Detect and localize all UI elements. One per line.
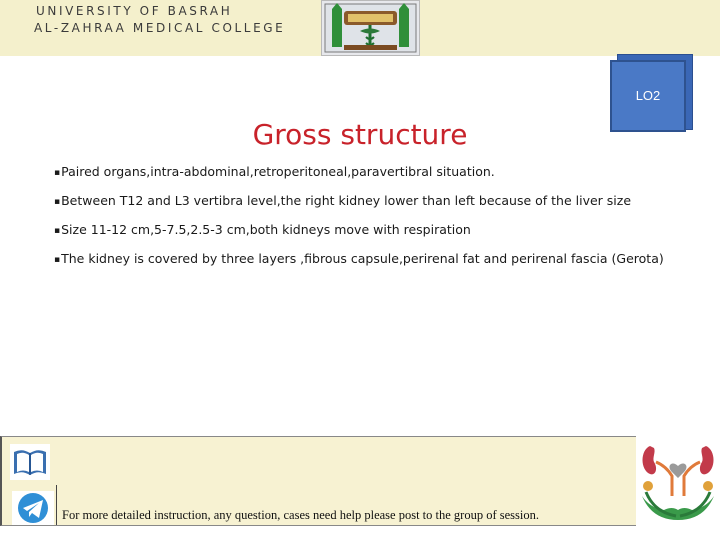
bullet-icon: ▪ (54, 168, 61, 178)
list-item (54, 164, 674, 181)
footer-note: For more detailed instruction, any question, cases need help please post to the group of session. (62, 508, 539, 522)
university-name: UNIVERSITY OF BASRAH (36, 4, 233, 18)
book-icon[interactable] (10, 444, 50, 480)
bullet-icon: ▪ (54, 226, 61, 236)
bullet-list (54, 164, 674, 280)
bullet-text: The kidney is covered by three layers ,fibrous capsule,perirenal fat and perirenal fascia (Gerota) (61, 251, 664, 266)
list-item (54, 222, 674, 239)
bullet-text: Size 11-12 cm,5-7.5,2.5-3 cm,both kidneys move with respiration (61, 222, 471, 237)
college-name: AL-ZAHRAA MEDICAL COLLEGE (34, 21, 286, 35)
slide-title: Gross structure (252, 118, 468, 151)
kidney-hands-logo-icon (636, 436, 720, 528)
bullet-text: Between T12 and L3 vertibra level,the right kidney lower than left because of the liver size (61, 193, 632, 208)
learning-objective-badge: LO2 (610, 60, 686, 132)
list-item (54, 251, 674, 268)
bullet-icon: ▪ (54, 255, 61, 265)
bullet-text: Paired organs,intra-abdominal,retroperitoneal,paravertibral situation. (61, 164, 495, 179)
list-item (54, 193, 674, 210)
college-logo-icon (321, 0, 420, 56)
telegram-icon[interactable] (12, 491, 54, 525)
bullet-icon: ▪ (54, 197, 61, 207)
